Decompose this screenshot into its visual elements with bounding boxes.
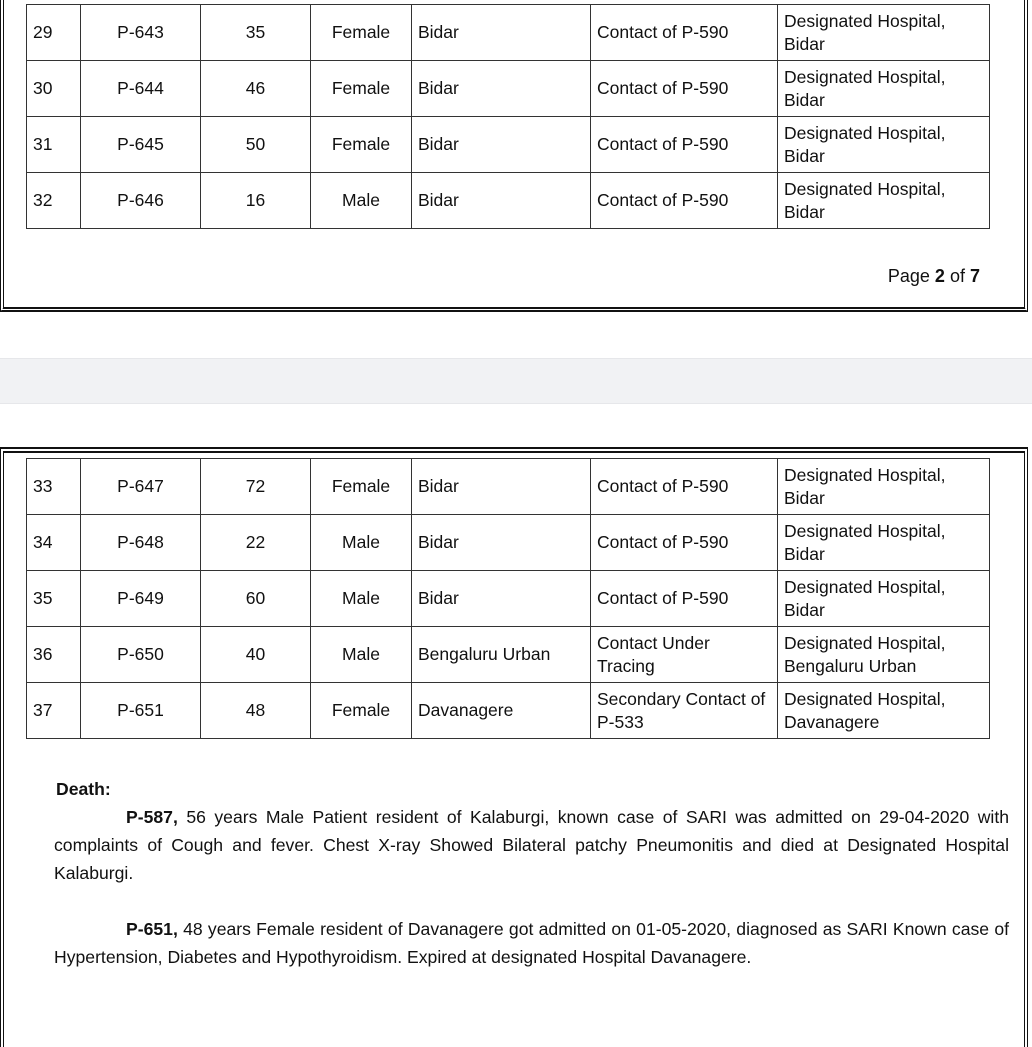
cell-serial-no: 34 <box>27 515 81 571</box>
cell-age: 40 <box>201 627 311 683</box>
cell-district: Bidar <box>412 571 591 627</box>
cell-hospital: Designated Hospital, Bidar <box>778 571 990 627</box>
cell-sex: Female <box>311 61 412 117</box>
cell-patient-id: P-648 <box>81 515 201 571</box>
cell-sex: Male <box>311 515 412 571</box>
cell-district: Davanagere <box>412 683 591 739</box>
cell-serial-no: 31 <box>27 117 81 173</box>
death-entry <box>54 803 1009 887</box>
cell-serial-no: 29 <box>27 5 81 61</box>
cell-serial-no: 36 <box>27 627 81 683</box>
table-row <box>27 571 990 627</box>
cell-patient-id: P-651 <box>81 683 201 739</box>
of-word: of <box>949 266 965 286</box>
death-text: 56 years Male Patient resident of Kalaburgi, known case of SARI was admitted on 29-04-2020 with complaints of Cough and fever. Chest X-ray Showed Bilateral patchy Pneumonitis and died at Designated Hospital Kalaburgi. <box>54 807 1009 883</box>
cell-district: Bidar <box>412 459 591 515</box>
cell-hospital: Designated Hospital, Bengaluru Urban <box>778 627 990 683</box>
cell-age: 72 <box>201 459 311 515</box>
cell-serial-no: 35 <box>27 571 81 627</box>
cell-district: Bidar <box>412 117 591 173</box>
cell-history: Contact of P-590 <box>591 515 778 571</box>
cell-patient-id: P-649 <box>81 571 201 627</box>
cell-patient-id: P-650 <box>81 627 201 683</box>
cell-serial-no: 30 <box>27 61 81 117</box>
cell-age: 48 <box>201 683 311 739</box>
cell-history: Contact of P-590 <box>591 117 778 173</box>
cell-hospital: Designated Hospital, Bidar <box>778 515 990 571</box>
cell-age: 35 <box>201 5 311 61</box>
cell-hospital: Designated Hospital, Bidar <box>778 5 990 61</box>
cell-history: Secondary Contact of P-533 <box>591 683 778 739</box>
table-row <box>27 61 990 117</box>
cell-hospital: Designated Hospital, Bidar <box>778 459 990 515</box>
patient-id: P-587, <box>126 807 178 827</box>
cell-sex: Female <box>311 5 412 61</box>
patient-id: P-651, <box>126 919 178 939</box>
cell-sex: Male <box>311 571 412 627</box>
patient-table-bottom <box>26 458 990 739</box>
table-row <box>27 5 990 61</box>
page-word: Page <box>887 266 930 286</box>
death-text: 48 years Female resident of Davanagere got admitted on 01-05-2020, diagnosed as SARI Known case of Hypertension, Diabetes and Hypothyroidism. Expired at designated Hospital Davanagere. <box>54 919 1009 967</box>
patient-table-top <box>26 4 990 229</box>
table-row <box>27 515 990 571</box>
cell-sex: Female <box>311 683 412 739</box>
document-page-2 <box>0 0 1028 312</box>
cell-serial-no: 33 <box>27 459 81 515</box>
cell-patient-id: P-647 <box>81 459 201 515</box>
cell-serial-no: 37 <box>27 683 81 739</box>
cell-history: Contact of P-590 <box>591 5 778 61</box>
table-row <box>27 117 990 173</box>
page-separator <box>0 358 1032 404</box>
cell-patient-id: P-643 <box>81 5 201 61</box>
cell-hospital: Designated Hospital, Bidar <box>778 117 990 173</box>
cell-age: 60 <box>201 571 311 627</box>
cell-district: Bidar <box>412 61 591 117</box>
cell-history: Contact of P-590 <box>591 571 778 627</box>
cell-history: Contact Under Tracing <box>591 627 778 683</box>
cell-patient-id: P-646 <box>81 173 201 229</box>
cell-hospital: Designated Hospital, Davanagere <box>778 683 990 739</box>
cell-sex: Male <box>311 173 412 229</box>
cell-history: Contact of P-590 <box>591 61 778 117</box>
total-pages: 7 <box>969 266 980 286</box>
cell-sex: Male <box>311 627 412 683</box>
cell-district: Bengaluru Urban <box>412 627 591 683</box>
cell-sex: Female <box>311 117 412 173</box>
cell-age: 46 <box>201 61 311 117</box>
cell-serial-no: 32 <box>27 173 81 229</box>
cell-hospital: Designated Hospital, Bidar <box>778 61 990 117</box>
cell-sex: Female <box>311 459 412 515</box>
table-row <box>27 173 990 229</box>
death-section <box>54 775 1009 971</box>
cell-history: Contact of P-590 <box>591 459 778 515</box>
cell-hospital: Designated Hospital, Bidar <box>778 173 990 229</box>
table-row <box>27 627 990 683</box>
cell-age: 22 <box>201 515 311 571</box>
table-row <box>27 683 990 739</box>
document-page-3 <box>0 447 1028 1047</box>
death-entry <box>54 915 1009 971</box>
cell-age: 50 <box>201 117 311 173</box>
page-number <box>888 266 980 287</box>
table-row <box>27 459 990 515</box>
current-page: 2 <box>934 266 945 286</box>
cell-district: Bidar <box>412 515 591 571</box>
cell-age: 16 <box>201 173 311 229</box>
cell-patient-id: P-644 <box>81 61 201 117</box>
cell-district: Bidar <box>412 5 591 61</box>
cell-district: Bidar <box>412 173 591 229</box>
cell-history: Contact of P-590 <box>591 173 778 229</box>
cell-patient-id: P-645 <box>81 117 201 173</box>
death-heading: Death: <box>56 779 111 799</box>
